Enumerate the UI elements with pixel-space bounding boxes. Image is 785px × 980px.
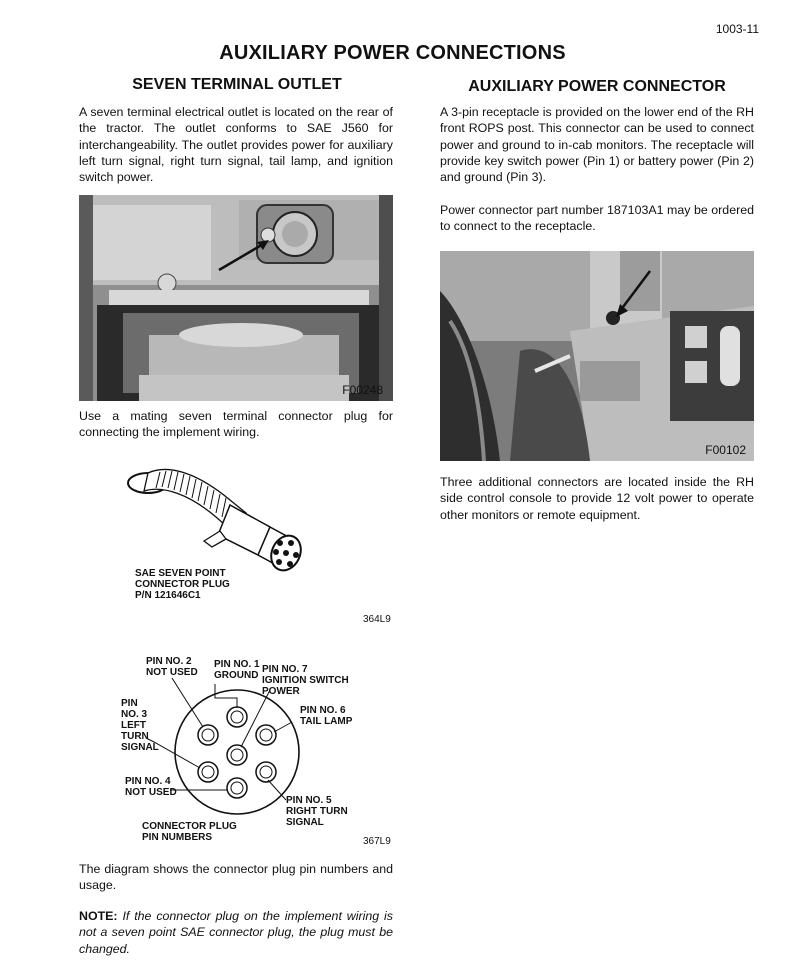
pin-2-label bbox=[146, 656, 198, 678]
pin-1-label-line-2: GROUND bbox=[214, 670, 259, 681]
pin-5-label-line-2: RIGHT TURN bbox=[286, 806, 348, 817]
note-label: NOTE: bbox=[79, 909, 118, 923]
plug-figure-code: 364L9 bbox=[363, 614, 391, 625]
pin-7-label-line-2: IGNITION SWITCH bbox=[262, 675, 349, 686]
pin-6-label-line-2: TAIL LAMP bbox=[300, 716, 353, 727]
pin-diagram-caption bbox=[142, 821, 237, 843]
pin-4-label-line-2: NOT USED bbox=[125, 787, 177, 798]
page-title: AUXILIARY POWER CONNECTIONS bbox=[219, 42, 566, 64]
right-paragraph-3: Three additional connectors are located inside the RH side control console to provide 12 volt power to operate other monitors or remote equipment. bbox=[440, 475, 754, 522]
plug-caption-line-3: P/N 121646C1 bbox=[135, 590, 201, 601]
plug-caption-line-2: CONNECTOR PLUG bbox=[135, 579, 230, 590]
pin-3-label bbox=[121, 698, 159, 753]
page-number: 1003-11 bbox=[715, 22, 759, 36]
note bbox=[79, 908, 393, 957]
rops-connector-illustration bbox=[440, 251, 754, 461]
pin-3-label-line-1: PIN bbox=[121, 698, 138, 709]
photo-1-code: F00248 bbox=[342, 383, 383, 397]
pin-4-label-line-1: PIN NO. 4 bbox=[125, 776, 171, 787]
pin-6-label-line-1: PIN NO. 6 bbox=[300, 705, 346, 716]
photo-2-code: F00102 bbox=[705, 443, 746, 457]
plug-caption bbox=[135, 568, 230, 601]
pin-3-label-line-3: LEFT bbox=[121, 720, 146, 731]
rear-outlet-photo bbox=[79, 195, 393, 401]
pin-2-label-line-1: PIN NO. 2 bbox=[146, 656, 192, 667]
pin-7-label-line-3: POWER bbox=[262, 686, 300, 697]
pin-3-label-line-5: SIGNAL bbox=[121, 742, 159, 753]
pin-5-label bbox=[286, 795, 348, 828]
left-paragraph-3: The diagram shows the connector plug pin numbers and usage. bbox=[79, 862, 393, 893]
note-text: If the connector plug on the implement wiring is not a seven point SAE connector plug, the plug must be changed. bbox=[79, 909, 393, 956]
right-paragraph-1: A 3-pin receptacle is provided on the lower end of the RH front ROPS post. This connector can be used to connect power and ground to in-cab monitors. The receptacle will provide key switch power (Pin 1) or battery power (Pin 2) and ground (Pin 3). bbox=[440, 105, 754, 185]
pin-7-label bbox=[262, 664, 349, 697]
pin-diagram-caption-line-1: CONNECTOR PLUG bbox=[142, 821, 237, 832]
pin-6-label bbox=[300, 705, 352, 727]
rops-connector-photo bbox=[440, 251, 754, 461]
pin-7-label-line-1: PIN NO. 7 bbox=[262, 664, 308, 675]
right-section-heading: AUXILIARY POWER CONNECTOR bbox=[468, 78, 726, 95]
pin-figure-code: 367L9 bbox=[363, 836, 391, 847]
pin-diagram-caption-line-2: PIN NUMBERS bbox=[142, 832, 213, 843]
left-paragraph-1: A seven terminal electrical outlet is located on the rear of the tractor. The outlet conforms to SAE J560 for interchangeability. The outlet provides power for auxiliary left turn signal, right turn signal, tail lamp, and ignition switch power. bbox=[79, 105, 393, 185]
pin-1-label bbox=[214, 659, 260, 681]
pin-4-label bbox=[125, 776, 177, 798]
pin-1-label-line-1: PIN NO. 1 bbox=[214, 659, 260, 670]
pin-2-label-line-2: NOT USED bbox=[146, 667, 198, 678]
left-paragraph-2: Use a mating seven terminal connector plug for connecting the implement wiring. bbox=[79, 409, 393, 440]
plug-caption-line-1: SAE SEVEN POINT bbox=[135, 568, 226, 579]
pin-5-label-line-3: SIGNAL bbox=[286, 817, 324, 828]
rear-outlet-illustration bbox=[79, 195, 393, 401]
pin-5-label-line-1: PIN NO. 5 bbox=[286, 795, 332, 806]
left-section-heading: SEVEN TERMINAL OUTLET bbox=[132, 76, 342, 93]
pin-3-label-line-2: NO. 3 bbox=[121, 709, 148, 720]
pin-3-label-line-4: TURN bbox=[121, 731, 149, 742]
right-paragraph-2: Power connector part number 187103A1 may be ordered to connect to the receptacle. bbox=[440, 203, 754, 234]
